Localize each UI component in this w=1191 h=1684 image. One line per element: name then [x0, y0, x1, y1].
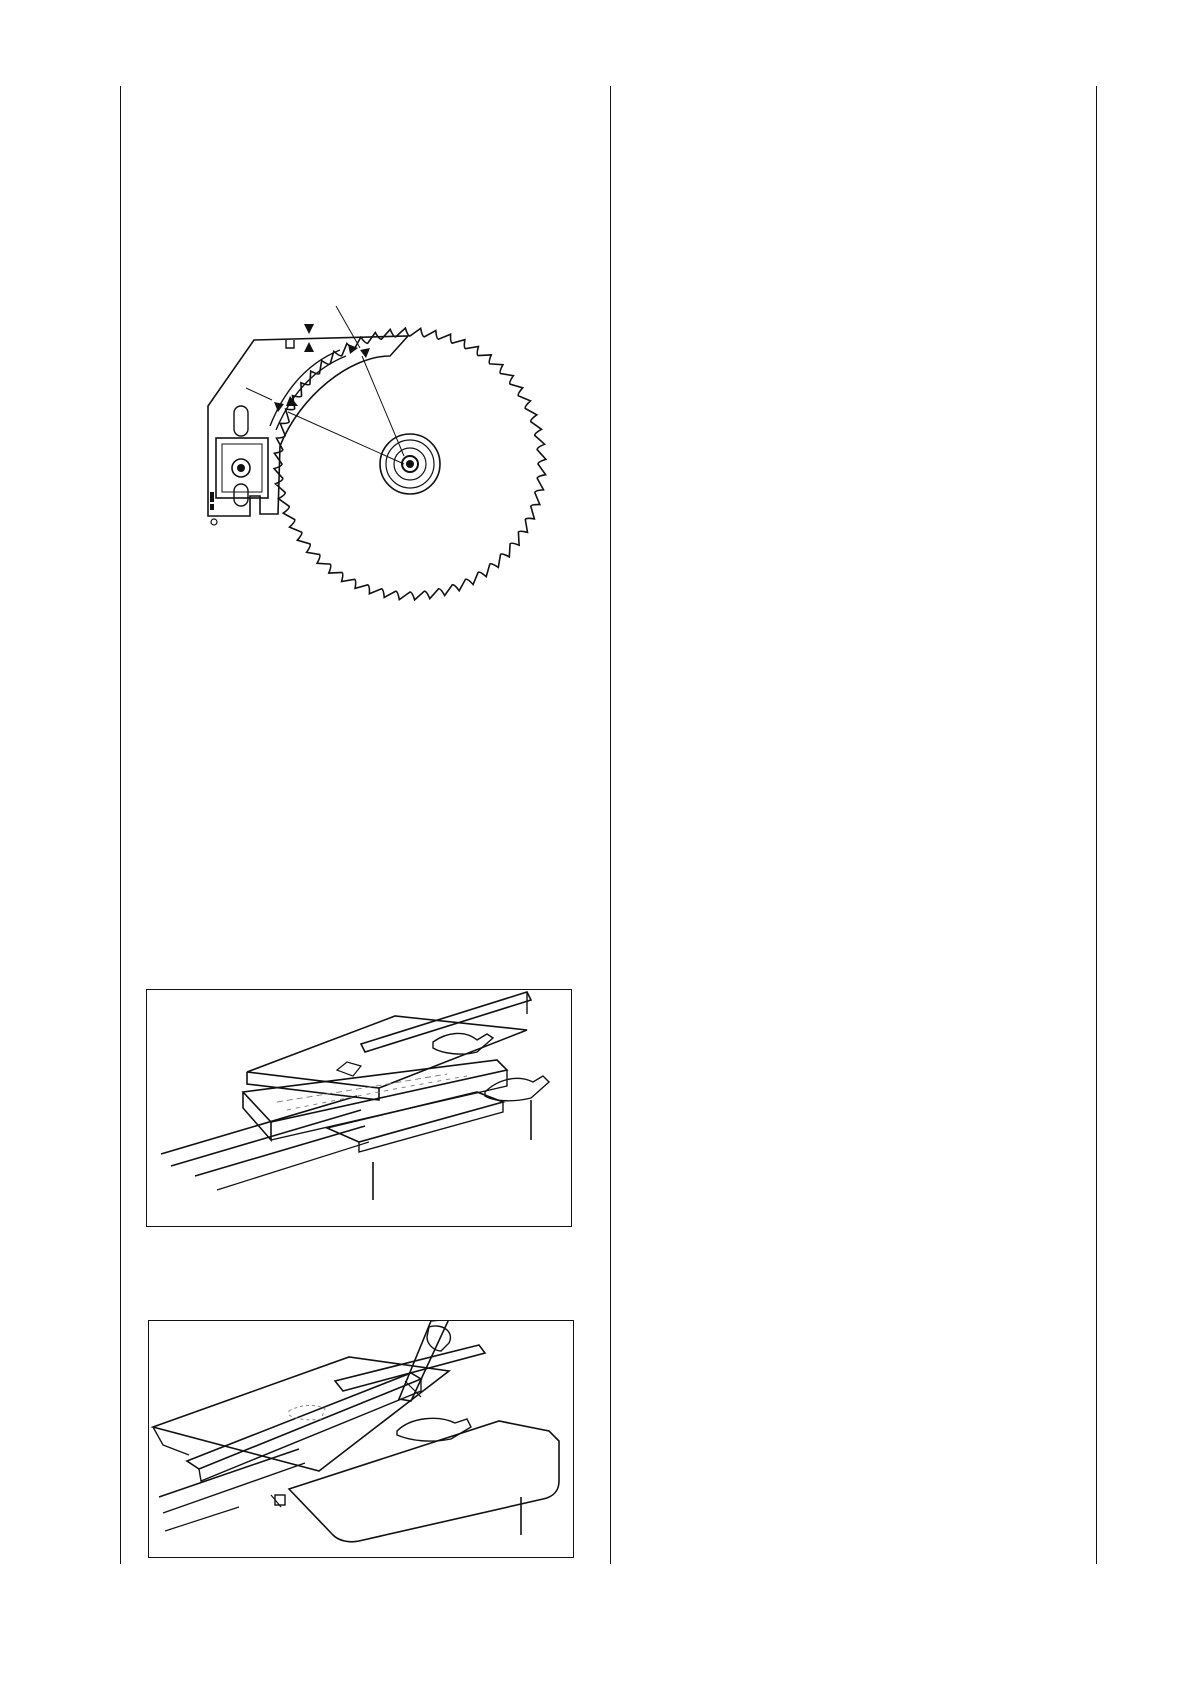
riving-knife-blade-diagram: [190, 296, 550, 602]
push-stick-icon: [399, 1321, 449, 1401]
column-divider-rule: [610, 86, 611, 1564]
left-margin-rule: [120, 86, 121, 1564]
push-stick-drawing: [149, 1321, 572, 1556]
saw-blade-drawing: [190, 296, 550, 602]
hand-icon: [397, 1418, 471, 1441]
hand-icon: [427, 1326, 450, 1351]
right-margin-rule: [1096, 86, 1097, 1564]
hand-icon: [433, 1033, 493, 1054]
rip-cut-illustration: [146, 989, 572, 1227]
push-stick-illustration: [148, 1320, 574, 1558]
rip-cut-drawing: [147, 990, 570, 1225]
riving-knife-outline: [208, 336, 408, 516]
